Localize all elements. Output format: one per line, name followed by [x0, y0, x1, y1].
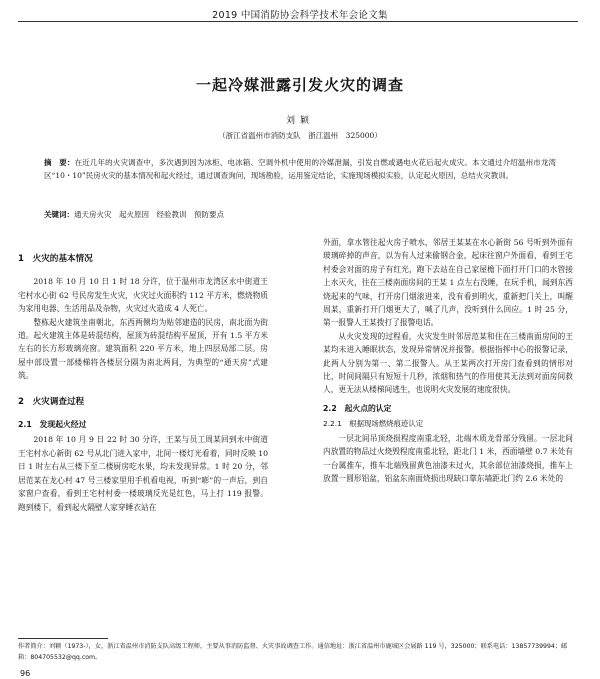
paragraph: 整栋起火建筑坐南朝北，东西两侧均为贴邻建造的民房，南北面为街道。起火建筑主体是砖混结构，屋顶为砖混结构平屋顶，开有 1.5 平方米左右的长方形玻璃亮窗。建筑面积 220 平方米，地上四层局部二层。房屋中部设置一部楼梯将各楼层分隔为南北两间，为典型的“通天房”式建筑。 [18, 317, 268, 381]
footnote-rule [18, 638, 108, 639]
header-rule [18, 21, 578, 22]
keywords-text: 通天房火灾 起火原因 经验教训 预防要点 [74, 210, 224, 219]
section-heading-2: 2 火灾调查过程 [18, 396, 85, 407]
abstract-text: 在近几年的火灾调查中，多次遇到因为冰柜、电冰箱、空调外机中使用的冷媒泄漏，引发自燃或遇电火花后起火成灾。本文通过介绍温州市龙湾区“10・10”民房火灾的基本情况和起火经过，通过调查询问，现场勘验，运用鉴定结论，实施现场模拟实验，认定起火原因，总结火灾教训。 [44, 158, 556, 180]
paragraph: 从火灾发现的过程看，火灾发生时邻居范某和住在三楼南面房间的王某均未进入睡眠状态，发现异常情况并报警。根据指挥中心的报警记录，此两人分别为第一、第二报警人。从王某两次打开房门查看到的情形对比，时间间隔只有短短十几秒，浓烟和热气的作用使其无法到对面房间救人，更无法从楼梯间逃生，也说明火灾发展的速度很快。 [323, 331, 573, 395]
paper-title: 一起冷媒泄露引发火灾的调查 [195, 76, 404, 94]
author-name: 刘颖 [285, 116, 314, 126]
subsection-heading-2-2: 2.2 起火点的认定 [323, 403, 392, 413]
running-head: 2019 中国消防协会科学技术年会论文集 [212, 10, 388, 21]
keywords-label: 关键词： [44, 210, 74, 219]
section-heading-1: 1 火灾的基本情况 [18, 254, 93, 264]
paragraph: 2018 年 10 月 10 日 1 时 18 分许，位于温州市龙湾区永中街道王宅村水心街 62 号民房发生火灾，火灾过火面积约 112 平方米，燃烧物质为家用电器、生活用品及杂物，火灾过火造成 4 人死亡。 [18, 277, 268, 314]
paragraph: 一层北间吊顶烧损程度南重北轻，北端木质龙骨部分残留。一层北间内放置的物品过火烧毁程度南重北轻，距北门 1 米，西面墙壁 0.7 米处有一台属推车，推车北端残留黄色油漆未过火，其余部位油漆烧损，推车上放置一圆形铝盆，铝盆东南面烧损出现缺口靠东墙距北门约 2.6 米处的 [323, 433, 573, 483]
left-column [18, 236, 268, 514]
paragraph: 2018 年 10 月 9 日 22 时 30 分许，王某与员工周某回到永中街道王宅村水心新街 62 号从北门进入家中，北间一楼灯光看着，同时反映 10 日 1 时左右从三楼下至二楼厨房吃水果，均未发现异常。1 时 20 分，邻居范某在龙心村 47 号三楼家里用手机看电视，听到“嘭”的一声后，到自家窗户查看，看到王宅村村委一楼玻璃反光是红色，马上打 119 报警。跑到楼下，看到起火隔壁人家穿睡衣站在 [18, 435, 268, 512]
keywords [44, 208, 556, 221]
page-number: 96 [20, 669, 31, 678]
paragraph-continued: 外面，拿水管往起火房子喷水，邻居王某某在水心新街 56 号听到外面有玻璃碎掉的声音，以为有人过来偷钢合金，起床往窗户外面看，看到王宅村委会对面的房子有红光，跑下去站在自己家屋檐下面打开门口的水管接上水灭火，往在三楼南面房间的王某 1 点左右没睡，在玩手机，闻到东西烧起来的气味，打开房门烟滚进来，没有看到明火，重新把门关上，叫醒周某，重新打开门烟更大了，喊了几声，没听到什么回应。1 时 25 分，第一报警人王某拨打了报警电话。 [323, 238, 573, 328]
author-affiliation: （浙江省温州市消防支队 浙江温州 325000） [218, 131, 382, 140]
subsection-heading-2-1: 2.1 发现起火经过 [18, 420, 87, 430]
subsubsection-heading-2-2-1: 2.2.1 根据现场燃烧痕迹认定 [323, 419, 424, 429]
author-footnote: 作者简介：刘颖（1973-），女，浙江省温州市消防支队高级工程师，主要从事消防监督、火灾事故调查工作。通信地址：浙江省温州市鹿城区会展路 119 号，325000；联系电话：13857739994；邮箱：804705532@qq.com。 [18, 643, 568, 661]
abstract-label: 摘 要： [44, 158, 75, 167]
abstract [44, 156, 556, 182]
right-column [323, 236, 573, 485]
